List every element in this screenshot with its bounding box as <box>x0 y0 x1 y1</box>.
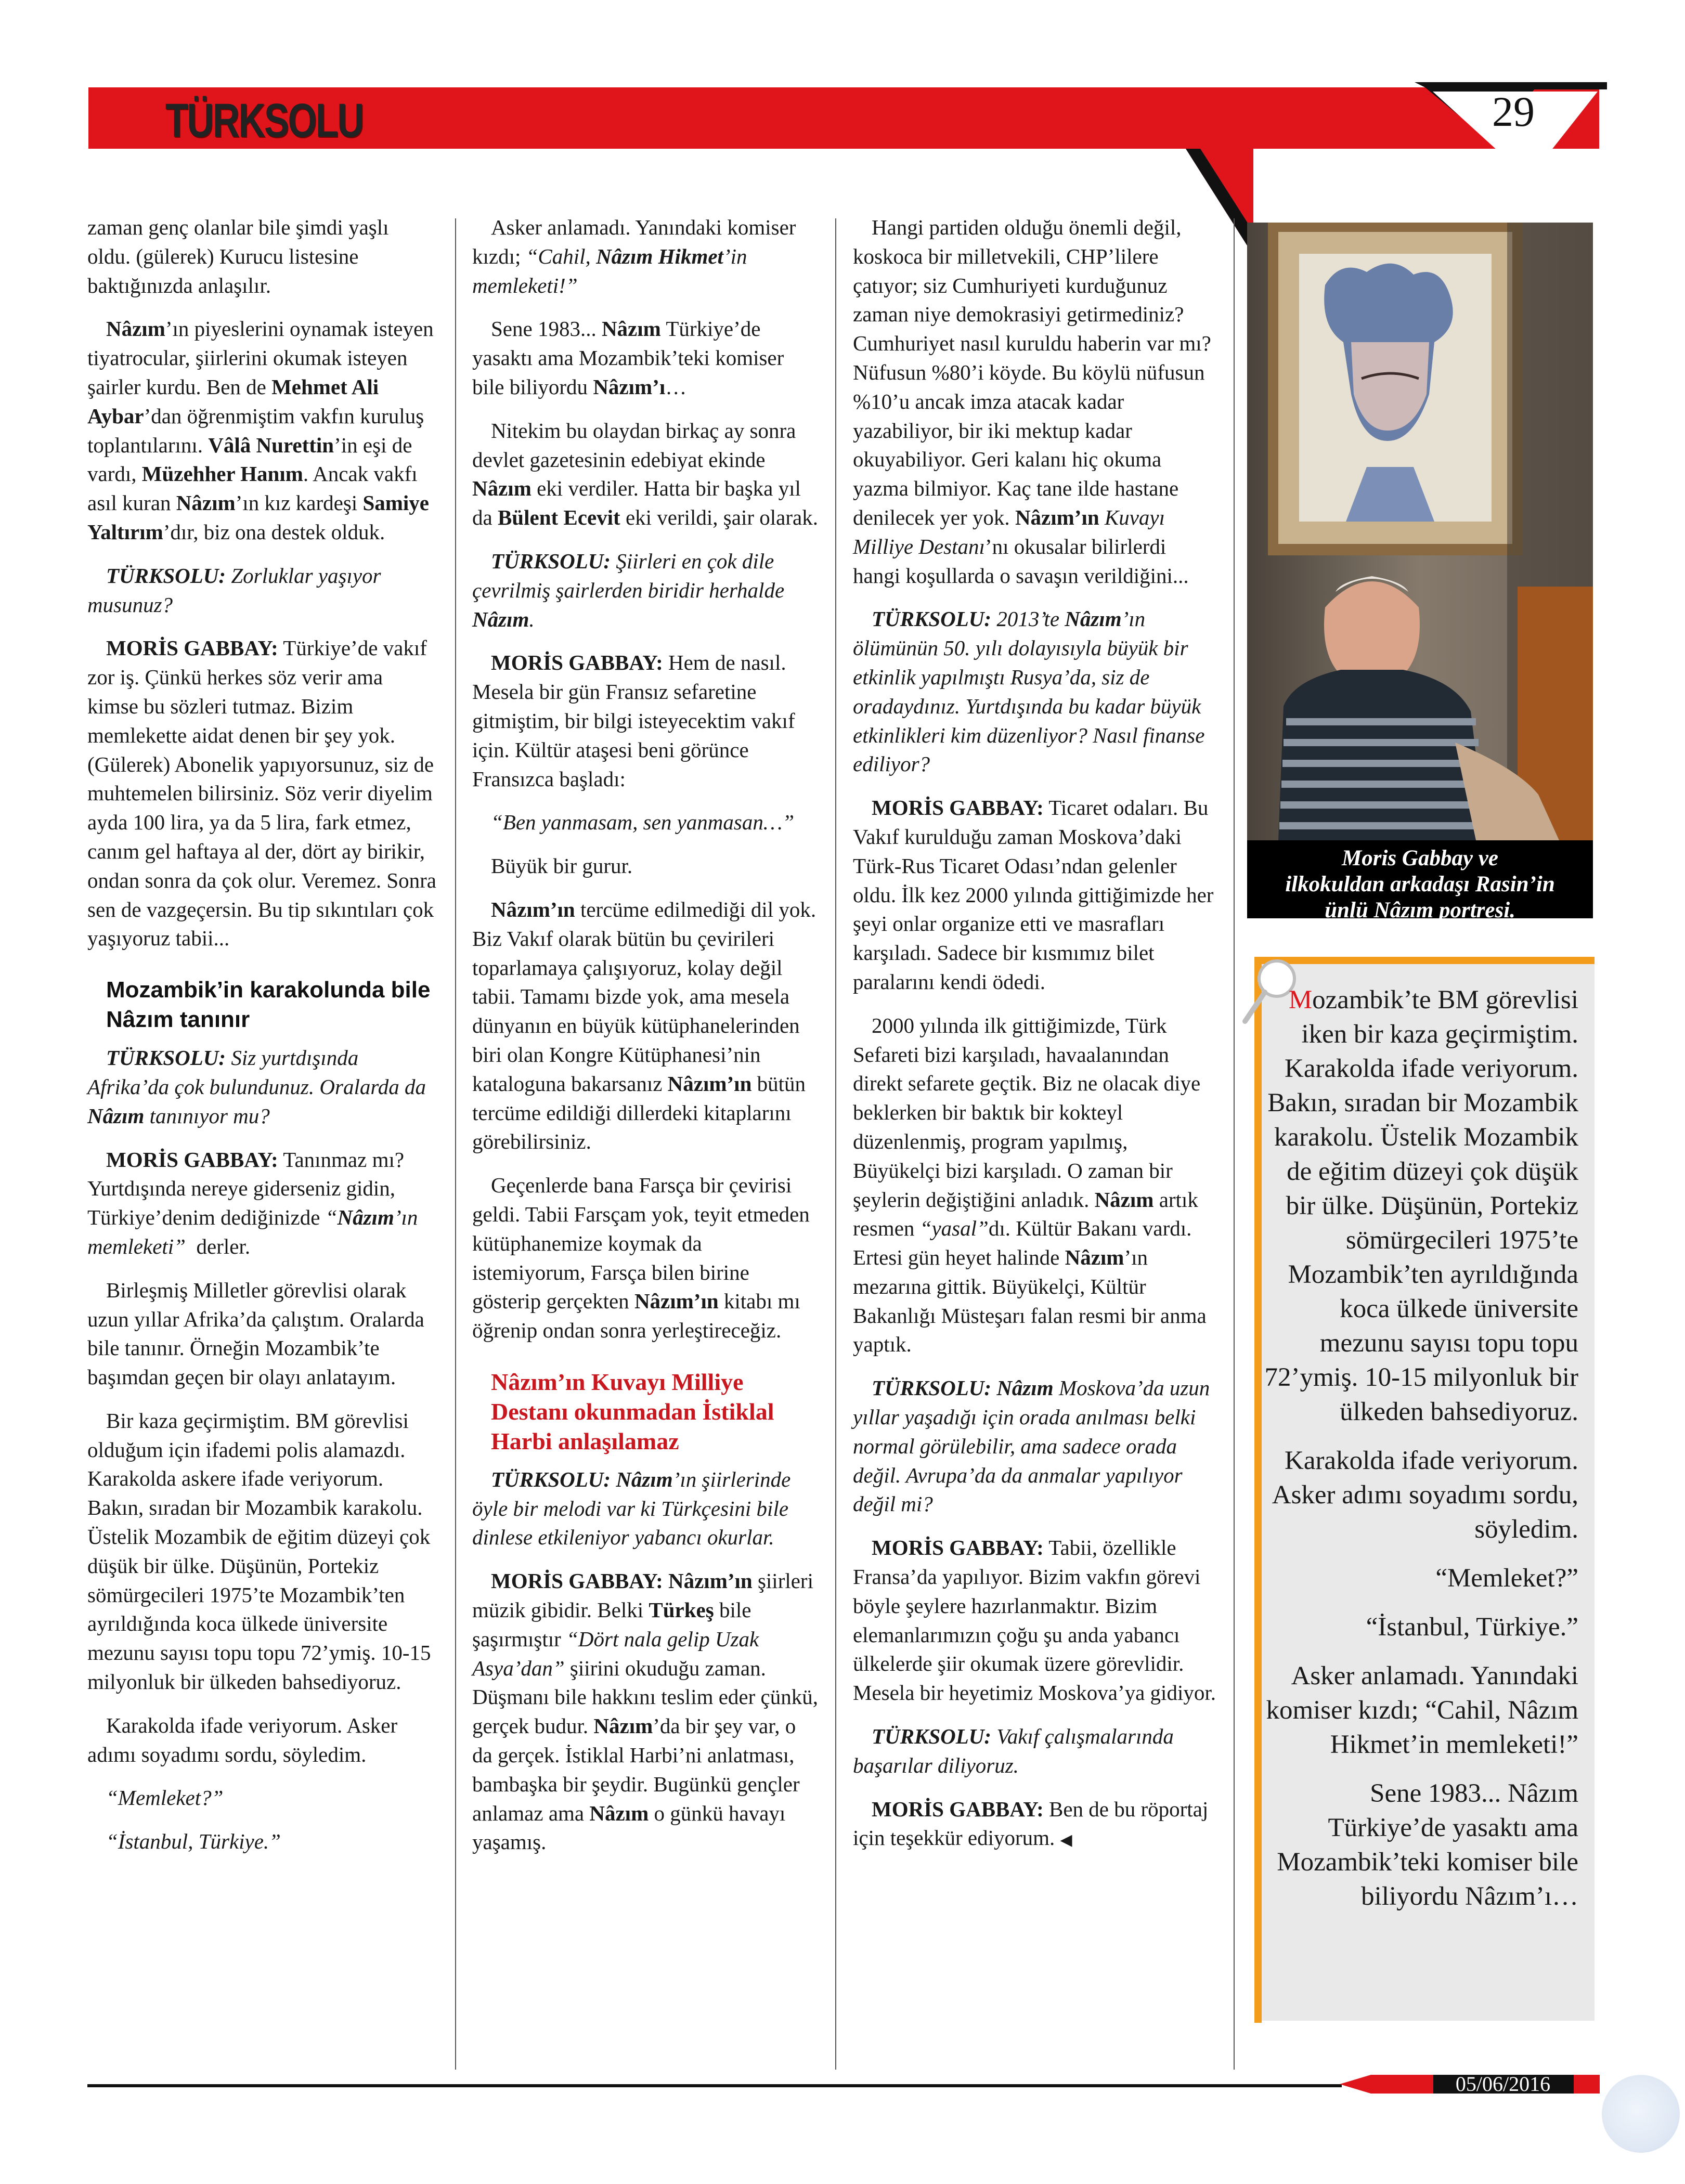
dialogue-line: “Memleket?” <box>106 1786 224 1810</box>
paragraph: Bir kaza geçirmiştim. BM görevlisi olduğum için ifademi polis alamazdı. Karakolda askere ifade veriyorum. Bakın, sıradan bir Mozambik karakolu. Üstelik Mozambik de eğitim düzeyi çok düşük bir ülke. Düşünün, Portekiz sömürgecileri 1975’te Mozambik’ten ayrıldığında koca ülkede üniversite mezunu sayısı topu topu 72’ymiş. 10-15 milyonluk bir ülkeden bahsediyoruz. <box>87 1408 431 1694</box>
interviewer-question: TÜRKSOLU: Zorluklar yaşıyor musunuz? <box>87 563 381 617</box>
interviewer-question: TÜRKSOLU: Şiirleri en çok dile çevrilmiş şairlerden biridir herhalde Nâzım. <box>472 549 785 631</box>
page-number: 29 <box>1492 88 1535 135</box>
interviewer-question: TÜRKSOLU: Siz yurtdışında Afrika’da çok bulundunuz. Oralarda da Nâzım tanınıyor mu? <box>87 1046 426 1128</box>
column-divider <box>455 218 456 2070</box>
end-mark-icon: ◀ <box>1060 1831 1072 1849</box>
paragraph: Büyük bir gurur. <box>491 854 633 878</box>
interviewee-answer: MORİS GABBAY: Tabii, özellikle Fransa’da yapılıyor. Bizim vakfın görevi böyle şeylere hazırlanmaktır. Bizim elemanlarımızın çoğu şu anda yabancı ülkelerde şiir okumak üzere görevlidir. Mesela bir heyetimiz Moskova’ya gidiyor. <box>853 1536 1216 1705</box>
column-divider <box>835 218 836 2070</box>
paragraph: Sene 1983... Nâzım Türkiye’de yasaktı ama Mozambik’teki komiser bile biliyordu Nâzım’ı… <box>472 317 784 399</box>
paragraph: Hangi partiden olduğu önemli değil, koskoca bir milletvekili, CHP’lilere çatıyor; siz Cumhuriyeti kurduğunuz zaman niye demokrasiyi getirmediniz? Cumhuriyet nasıl kuruldu haberin var mı? Nüfusun %80’i köyde. Bu köylü nüfusun %10’u ancak imza atacak kadar yazabiliyor, bir iki mektup kadar okuyabiliyor. Geri kalanı hiç okuma yazma bilmiyor. Kaç tane ilde hastane denilecek yer yok. Nâzım’ın Kuvayı Milliye Destanı’nı okusalar bilirlerdi hangi koşullarda o savaşın verildiğini... <box>853 215 1211 588</box>
interview-photo <box>1247 223 1593 840</box>
paragraph: Asker anlamadı. Yanındaki komiser kızdı; “Cahil, Nâzım Hikmet’in memleketi!” <box>472 215 796 297</box>
article-column-1 <box>87 213 437 1871</box>
paragraph: Nâzım’ın piyeslerini oynamak isteyen tiyatrocular, şiirlerini okumak isteyen şairler kurdu. Ben de Mehmet Ali Aybar’dan öğrenmiştim vakfın kuruluş toplantılarını. Vâlâ Nurettin’in eşi de vardı, Müzehher Hanım. Ancak vakfı asıl kuran Nâzım’ın kız kardeşi Samiye Yaltırım’dır, biz ona destek olduk. <box>87 317 434 544</box>
watermark-seal <box>1602 2075 1680 2153</box>
interviewee-answer: MORİS GABBAY: Ticaret odaları. Bu Vakıf kurulduğu zaman Moskova’daki Türk-Rus Ticaret Odası’ndan gelenler oldu. İlk kez 2000 yılında gittiğimizde her şeyi onlar organize etti ve masrafları karşıladı. Sadece bir kısmımız bilet paralarını kendi ödedi. <box>853 796 1214 994</box>
drop-cap: M <box>1288 985 1313 1015</box>
paragraph: Geçenlerde bana Farsça bir çevirisi geldi. Tabii Farsçam yok, teyit etmeden kütüphanemize koymak da istemiyorum, Farsça bilen birine gösterip gerçekten Nâzım’ın kitabı mı öğrenip ondan sonra yerleştireceğiz. <box>472 1173 810 1343</box>
paragraph: Nâzım’ın tercüme edilmediği dil yok. Biz Vakıf olarak bütün bu çevirileri toparlamaya çalışıyoruz, kolay değil tabii. Tamamı bizde yok, ama mesela dünyanın en büyük kütüphanelerinden biri olan Kongre Kütüphanesi’nin kataloguna bakarsanız Nâzım’ın bütün tercüme edildiği dillerdeki kitaplarını görebilirsiniz. <box>472 897 816 1154</box>
article-column-2 <box>472 213 819 1871</box>
interviewer-question: TÜRKSOLU: Nâzım’ın şiirlerinde öyle bir melodi var ki Türkçesini bile dinlese etkileniyor yabancı okurlar. <box>472 1467 791 1550</box>
paragraph: Nitekim bu olaydan birkaç ay sonra devlet gazetesinin edebiyat ekinde Nâzım eki verdiler. Hatta bir başka yıl da Bülent Ecevit eki verildi, şair olarak. <box>472 418 818 530</box>
interviewer-question: TÜRKSOLU: 2013’te Nâzım’ın ölümünün 50. yılı dolayısıyla büyük bir etkinlik yapılmıştı Rusya’da, siz de oradaydınız. Yurtdışında bu kadar büyük etkinlikleri kim düzenliyor? Nasıl finanse ediliyor? <box>853 607 1205 776</box>
column-divider <box>1234 218 1235 2070</box>
interviewer-question: TÜRKSOLU: Nâzım Moskova’da uzun yıllar yaşadığı için orada anılması belki normal görülebilir, ama sadece orada değil. Avrupa’da da anmalar yapılıyor değil mi? <box>853 1376 1210 1516</box>
dialogue-line: “Ben yanmasam, sen yanmasan…” <box>491 810 795 835</box>
paragraph: Birleşmiş Milletler görevlisi olarak uzun yıllar Afrika’da çalıştım. Oralarda bile tanınır. Örneğin Mozambik’te başımdan geçen bir olayı anlatayım. <box>87 1278 424 1389</box>
interviewee-answer: MORİS GABBAY: Ben de bu röportaj için teşekkür ediyorum. ◀ <box>853 1797 1209 1850</box>
interviewee-answer: MORİS GABBAY: Tanınmaz mı? Yurtdışında nereye giderseniz gidin, Türkiye’denim dediğinizde “Nâzım’ın memleketi” derler. <box>87 1147 418 1258</box>
section-subheading: Mozambik’in karakolunda bile Nâzım tanınır <box>106 977 431 1033</box>
interviewee-answer: MORİS GABBAY: Hem de nasıl. Mesela bir gün Fransız sefaretine gitmiştim, bir bilgi isteyecektim vakıf için. Kültür ataşesi beni görünce Fransızca başladı: <box>472 651 795 791</box>
section-subheading: Nâzım’ın Kuvayı Milliye Destanı okunmadan İstiklal Harbi anlaşılamaz <box>491 1368 774 1454</box>
issue-date: 05/06/2016 <box>1455 2072 1551 2096</box>
paragraph: 2000 yılında ilk gittiğimizde, Türk Sefareti bizi karşıladı, havaalanından direkt sefarete geçtik. Biz ne olacak diye beklerken bir baktık bir kokteyl düzenlenmiş, program yapılmış, Büyükelçi bizi karşıladı. O zaman bir şeylerin değiştiğini anladık. Nâzım artık resmen “yasal”dı. Kültür Bakanı vardı. Ertesi gün heyet halinde Nâzım’ın mezarına gittik. Büyükelçi, Kültür Bakanlığı Müsteşarı falan resmi bir anma yaptık. <box>853 1013 1207 1357</box>
paragraph: Karakolda ifade veriyorum. Asker adımı soyadımı sordu, söyledim. <box>87 1713 398 1766</box>
dialogue-line: “İstanbul, Türkiye.” <box>106 1829 281 1854</box>
interviewer-question: TÜRKSOLU: Vakıf çalışmalarında başarılar diliyoruz. <box>853 1724 1174 1777</box>
article-column-3 <box>853 213 1217 1869</box>
footer-rule <box>87 2084 1342 2087</box>
pull-quote: Mozambik’te BM görevlisi iken bir kaza geçirmiştim. Karakolda ifade veriyorum. Bakın, sıradan bir Mozambik karakolu. Üstelik Mozambik de eğitim düzeyi çok düşük bir ülke. Düşünün, Portekiz sömürgecileri 1975’te Mozambik’ten ayrıldığında koca ülkede üniversite mezunu sayısı topu topu 72’ymiş. 10-15 milyonluk bir ülkeden bahsediyoruz. Karakolda ifade veriyorum. Asker adımı soyadımı sordu, söyledim. “Memleket?” “İstanbul, Türkiye.” Asker anlamadı. Yanındaki komiser kızdı; “Cahil, Nâzım Hikmet’in memleketi!” Sene 1983... Nâzım Türkiye’de yasaktı ama Mozambik’teki komiser bile biliyordu Nâzım’ı… <box>1264 985 1578 1911</box>
paragraph: zaman genç olanlar bile şimdi yaşlı oldu. (gülerek) Kurucu listesine baktığınızda anlaşılır. <box>87 215 389 297</box>
interviewee-answer: MORİS GABBAY: Nâzım’ın şiirleri müzik gibidir. Belki Türkeş bile şaşırmıştır “Dört nala gelip Uzak Asya’dan” şiirini okuduğu zaman. Düşmanı bile hakkını teslim eder çünkü, gerçek budur. Nâzım’da bir şey var, o da gerçek. İstiklal Harbi’ni anlatması, bambaşka bir şeydir. Bugünkü gençler anlamaz ama Nâzım o günkü havayı yaşamış. <box>472 1569 818 1854</box>
photo-caption: Moris Gabbay ve ilkokuldan arkadaşı Rasin’in ünlü Nâzım portresi. <box>1247 840 1593 918</box>
interviewee-answer: MORİS GABBAY: Türkiye’de vakıf zor iş. Çünkü herkes söz verir ama kimse bu sözleri tutmaz. Bizim memlekette aidat denen bir şey yok. (Gülerek) Abonelik yapıyorsunuz, siz de muhtemelen bilirsiniz. Söz verir diyelim ayda 100 lira, ya da 5 lira, fark etmez, canım gel haftaya al der, dört ay birikir, ondan sonra da çok olur. Veremez. Sonra sen de vazgeçersin. Bu tip sıkıntıları çok yaşıyoruz tabii... <box>87 636 436 951</box>
magazine-logo: TÜRKSOLU <box>165 94 363 147</box>
